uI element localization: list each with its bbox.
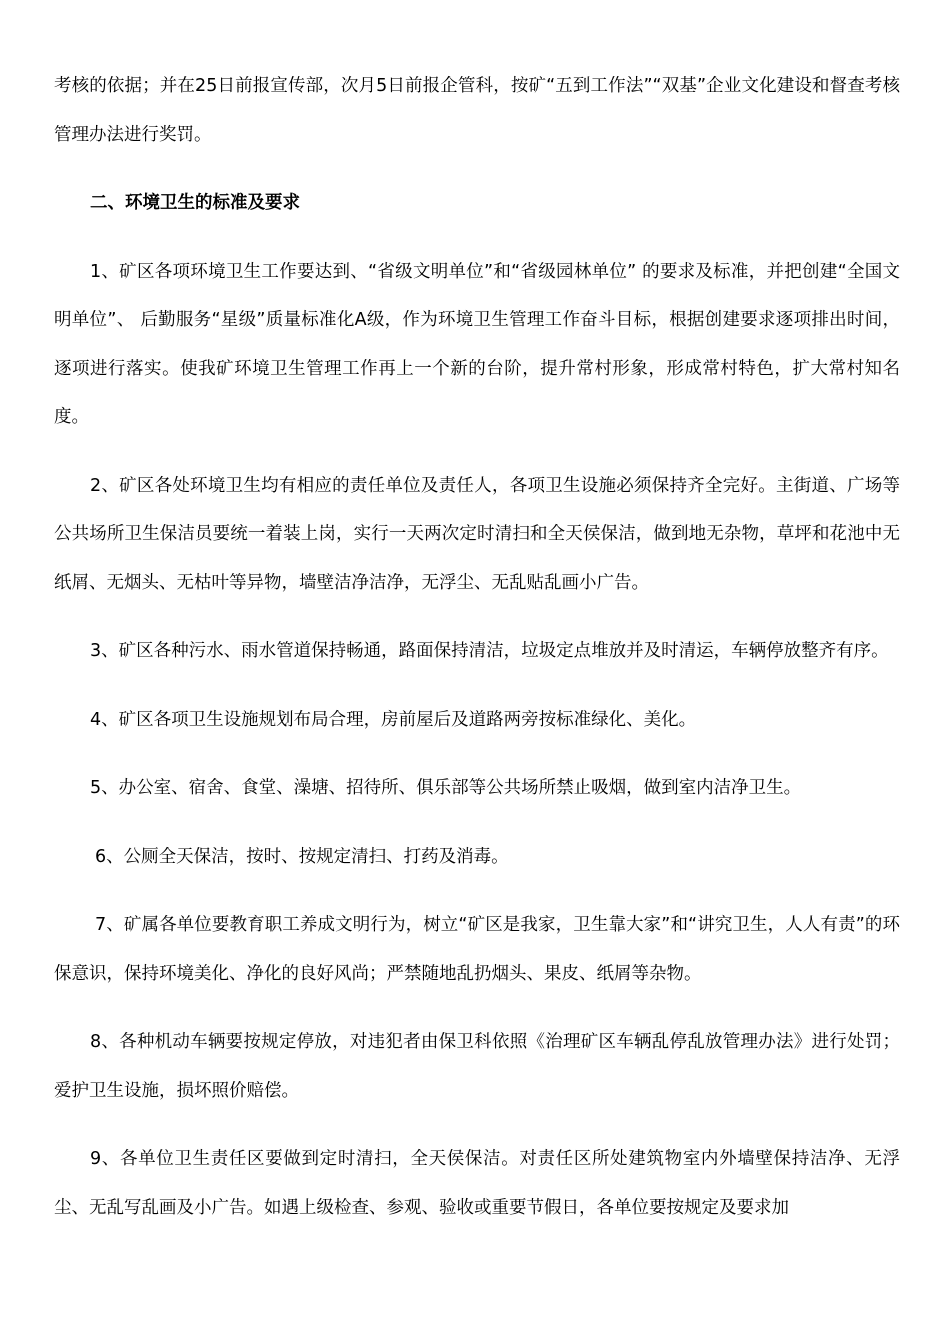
spacer bbox=[54, 159, 900, 179]
list-item-1: 1、矿区各项环境卫生工作要达到、“省级文明单位”和“省级园林单位” 的要求及标准，并把创建“全国文明单位”、 后勤服务“星级”质量标准化A级，作为环境卫生管理工作奋斗目标，根据创建要求逐项排出时间，逐项进行落实。使我矿环境卫生管理工作再上一个新的台阶，提升常村形象，形成常村特色，扩大常村知名度。 bbox=[54, 261, 900, 427]
spacer bbox=[54, 998, 900, 1018]
spacer bbox=[54, 228, 900, 248]
document-page bbox=[54, 62, 900, 1232]
spacer bbox=[54, 881, 900, 901]
list-item-3: 3、矿区各种污水、雨水管道保持畅通，路面保持清洁，垃圾定点堆放并及时清运，车辆停放整齐有序。 bbox=[90, 641, 889, 661]
spacer bbox=[54, 676, 900, 696]
intro-paragraph: 考核的依据；并在25日前报宣传部，次月5日前报企管科，按矿“五到工作法”“双基”企业文化建设和督查考核管理办法进行奖罚。 bbox=[54, 76, 900, 145]
list-item-6: 6、公厕全天保洁，按时、按规定清扫、打药及消毒。 bbox=[95, 846, 509, 867]
list-item-9: 9、各单位卫生责任区要做到定时清扫，全天侯保洁。对责任区所处建筑物室内外墙壁保持洁净、无浮尘、无乱写乱画及小广告。如遇上级检查、参观、验收或重要节假日，各单位要按规定及要求加 bbox=[54, 1149, 900, 1218]
spacer bbox=[54, 744, 900, 764]
spacer bbox=[54, 442, 900, 462]
list-item-2: 2、矿区各处环境卫生均有相应的责任单位及责任人，各项卫生设施必须保持齐全完好。主街道、广场等公共场所卫生保洁员要统一着装上岗，实行一天两次定时清扫和全天侯保洁，做到地无杂物，草坪和花池中无纸屑、无烟头、无枯叶等异物，墙壁洁净洁净，无浮尘、无乱贴乱画小广告。 bbox=[54, 475, 900, 593]
spacer bbox=[54, 1115, 900, 1135]
list-item-4: 4、矿区各项卫生设施规划布局合理，房前屋后及道路两旁按标准绿化、美化。 bbox=[90, 709, 697, 730]
section-heading: 二、环境卫生的标准及要求 bbox=[90, 193, 300, 213]
list-item-7: 7、矿属各单位要教育职工养成文明行为，树立“矿区是我家，卫生靠大家”和“讲究卫生，人人有责”的环保意识，保持环境美化、净化的良好风尚；严禁随地乱扔烟头、果皮、纸屑等杂物。 bbox=[54, 915, 900, 984]
spacer bbox=[54, 607, 900, 627]
spacer bbox=[54, 813, 900, 833]
list-item-5: 5、办公室、宿舍、食堂、澡塘、招待所、俱乐部等公共场所禁止吸烟，做到室内洁净卫生。 bbox=[90, 778, 802, 798]
list-item-8: 8、各种机动车辆要按规定停放，对违犯者由保卫科依照《治理矿区车辆乱停乱放管理办法》进行处罚；爱护卫生设施，损坏照价赔偿。 bbox=[54, 1032, 900, 1101]
